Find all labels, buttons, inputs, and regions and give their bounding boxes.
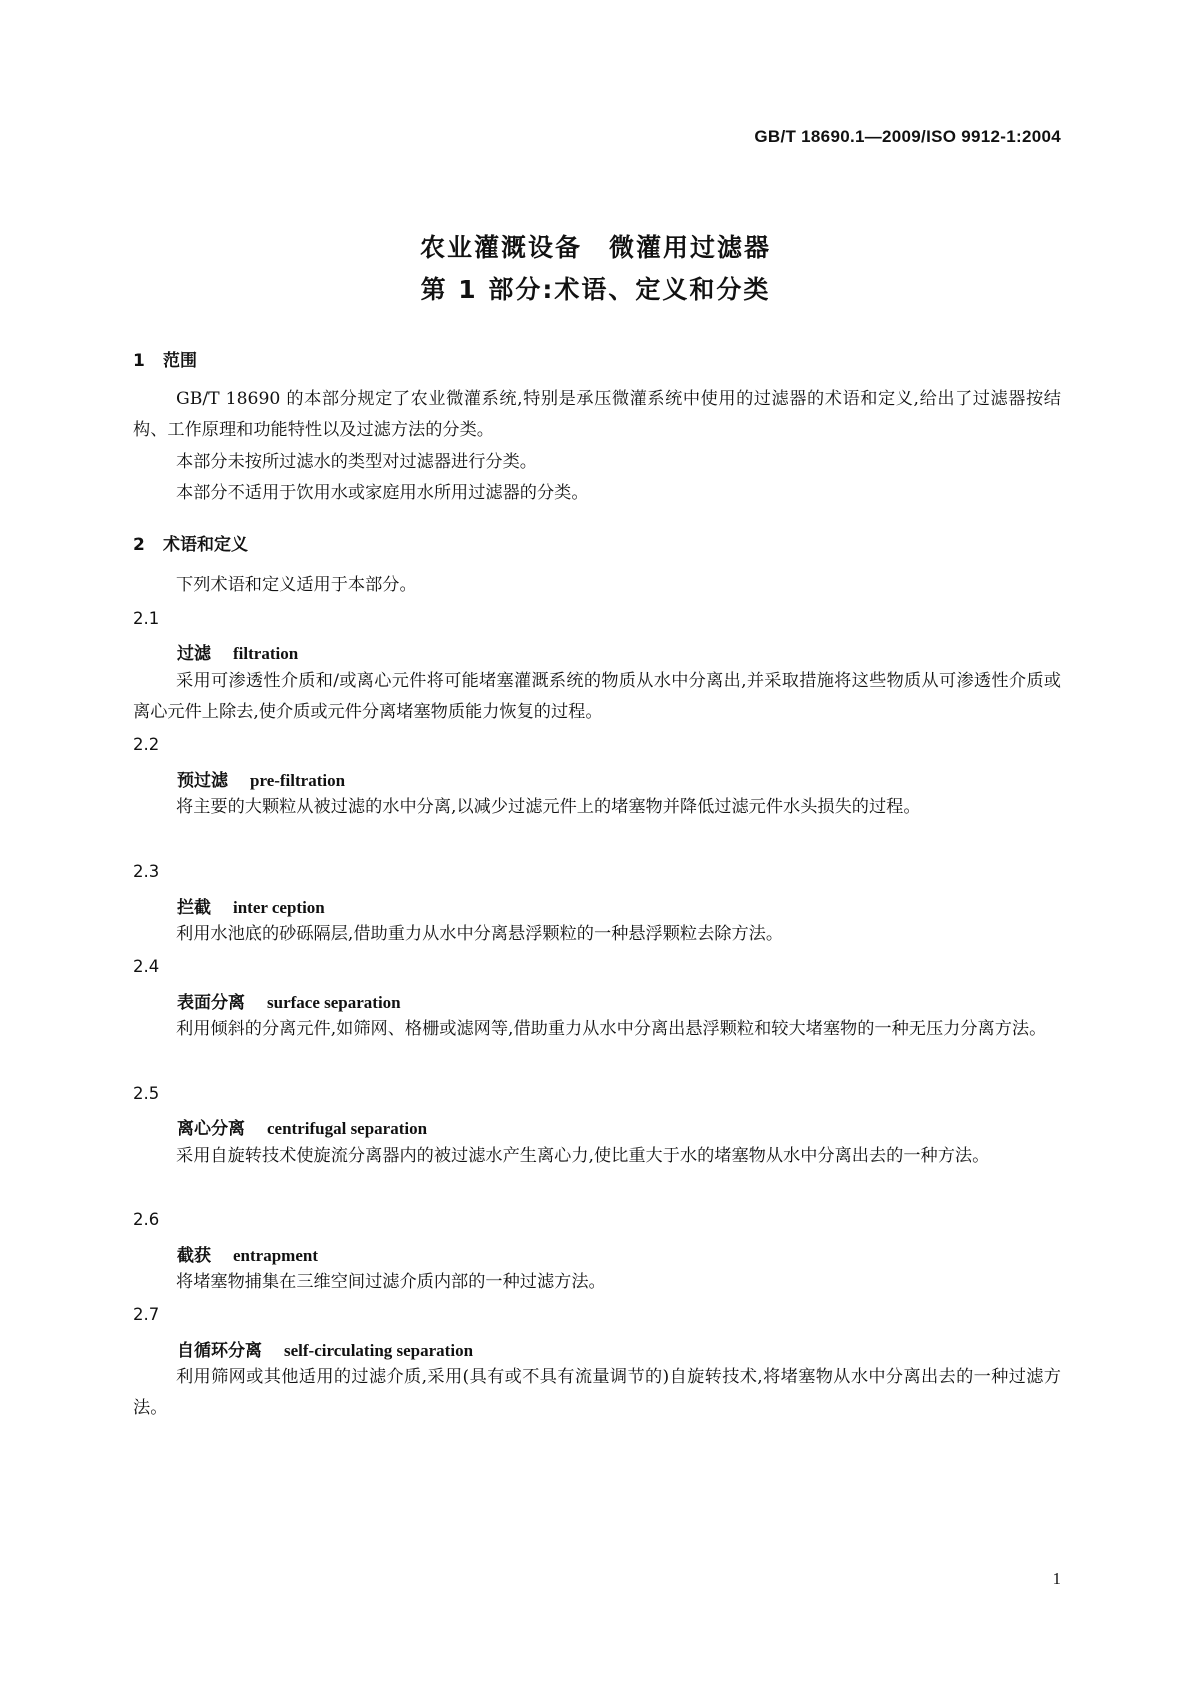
- clause-number: 2.4: [133, 957, 160, 976]
- document-title-line1: 农业灌溉设备 微灌用过滤器: [419, 233, 771, 262]
- term-en: pre-filtration: [250, 771, 346, 790]
- term-heading: [177, 1336, 473, 1361]
- term-definition: 采用自旋转技术使旋流分离器内的被过滤水产生离心力,使比重大于水的堵塞物从水中分离出去的一种方法。: [176, 1146, 990, 1166]
- term-zh: 过滤: [177, 644, 211, 664]
- paragraph: 下列术语和定义适用于本部分。: [176, 575, 417, 595]
- term-heading: [177, 988, 401, 1013]
- term-zh: 自循环分离: [177, 1341, 262, 1361]
- term-zh: 表面分离: [177, 993, 245, 1013]
- term-heading: [177, 766, 345, 791]
- term-en: filtration: [233, 644, 299, 663]
- term-heading: [177, 1241, 318, 1266]
- term-zh: 截获: [177, 1246, 211, 1266]
- section-title: 术语和定义: [163, 535, 248, 555]
- term-definition: 利用倾斜的分离元件,如筛网、格栅或滤网等,借助重力从水中分离出悬浮颗粒和较大堵塞物的一种无压力分离方法。: [176, 1019, 1047, 1039]
- term-en: inter ception: [233, 898, 325, 917]
- clause-number: 2.3: [133, 862, 160, 881]
- term-heading: [177, 1114, 427, 1139]
- page-number: 1: [1052, 1569, 1061, 1588]
- term-definition: 采用可渗透性介质和/或离心元件将可能堵塞灌溉系统的物质从水中分离出,并采取措施将这些物质从可渗透性介质或离心元件上除去,使介质或元件分离堵塞物质能力恢复的过程。: [133, 671, 1061, 722]
- clause-number: 2.7: [133, 1305, 160, 1324]
- section-2-heading: [133, 530, 248, 555]
- document-title-line2: 第 1 部分:术语、定义和分类: [420, 275, 771, 304]
- section-number: 1: [133, 351, 145, 371]
- term-definition: 利用筛网或其他适用的过滤介质,采用(具有或不具有流量调节的)自旋转技术,将堵塞物从水中分离出去的一种过滤方法。: [133, 1367, 1061, 1418]
- paragraph: 本部分不适用于饮用水或家庭用水所用过滤器的分类。: [176, 483, 589, 503]
- term-heading: [177, 639, 298, 664]
- term-definition: 将主要的大颗粒从被过滤的水中分离,以减少过滤元件上的堵塞物并降低过滤元件水头损失的过程。: [176, 797, 921, 817]
- document-code: GB/T 18690.1—2009/ISO 9912-1:2004: [754, 127, 1061, 146]
- term-definition: 利用水池底的砂砾隔层,借助重力从水中分离悬浮颗粒的一种悬浮颗粒去除方法。: [176, 924, 784, 944]
- paragraph: 本部分未按所过滤水的类型对过滤器进行分类。: [176, 452, 537, 472]
- clause-number: 2.1: [133, 609, 160, 628]
- term-en: self-circulating separation: [284, 1341, 474, 1360]
- term-zh: 拦截: [177, 898, 211, 918]
- term-en: centrifugal separation: [267, 1119, 428, 1138]
- section-number: 2: [133, 535, 145, 555]
- clause-number: 2.6: [133, 1210, 160, 1229]
- term-en: entrapment: [233, 1246, 318, 1265]
- term-zh: 预过滤: [177, 771, 228, 791]
- clause-number: 2.2: [133, 735, 160, 754]
- paragraph: GB/T 18690 的本部分规定了农业微灌系统,特别是承压微灌系统中使用的过滤器的术语和定义,给出了过滤器按结构、工作原理和功能特性以及过滤方法的分类。: [133, 389, 1061, 440]
- clause-number: 2.5: [133, 1084, 160, 1103]
- term-en: surface separation: [267, 993, 401, 1012]
- term-definition: 将堵塞物捕集在三维空间过滤介质内部的一种过滤方法。: [176, 1272, 606, 1292]
- section-title: 范围: [163, 351, 197, 371]
- section-1-heading: [133, 346, 197, 371]
- term-zh: 离心分离: [177, 1119, 245, 1139]
- term-heading: [177, 893, 325, 918]
